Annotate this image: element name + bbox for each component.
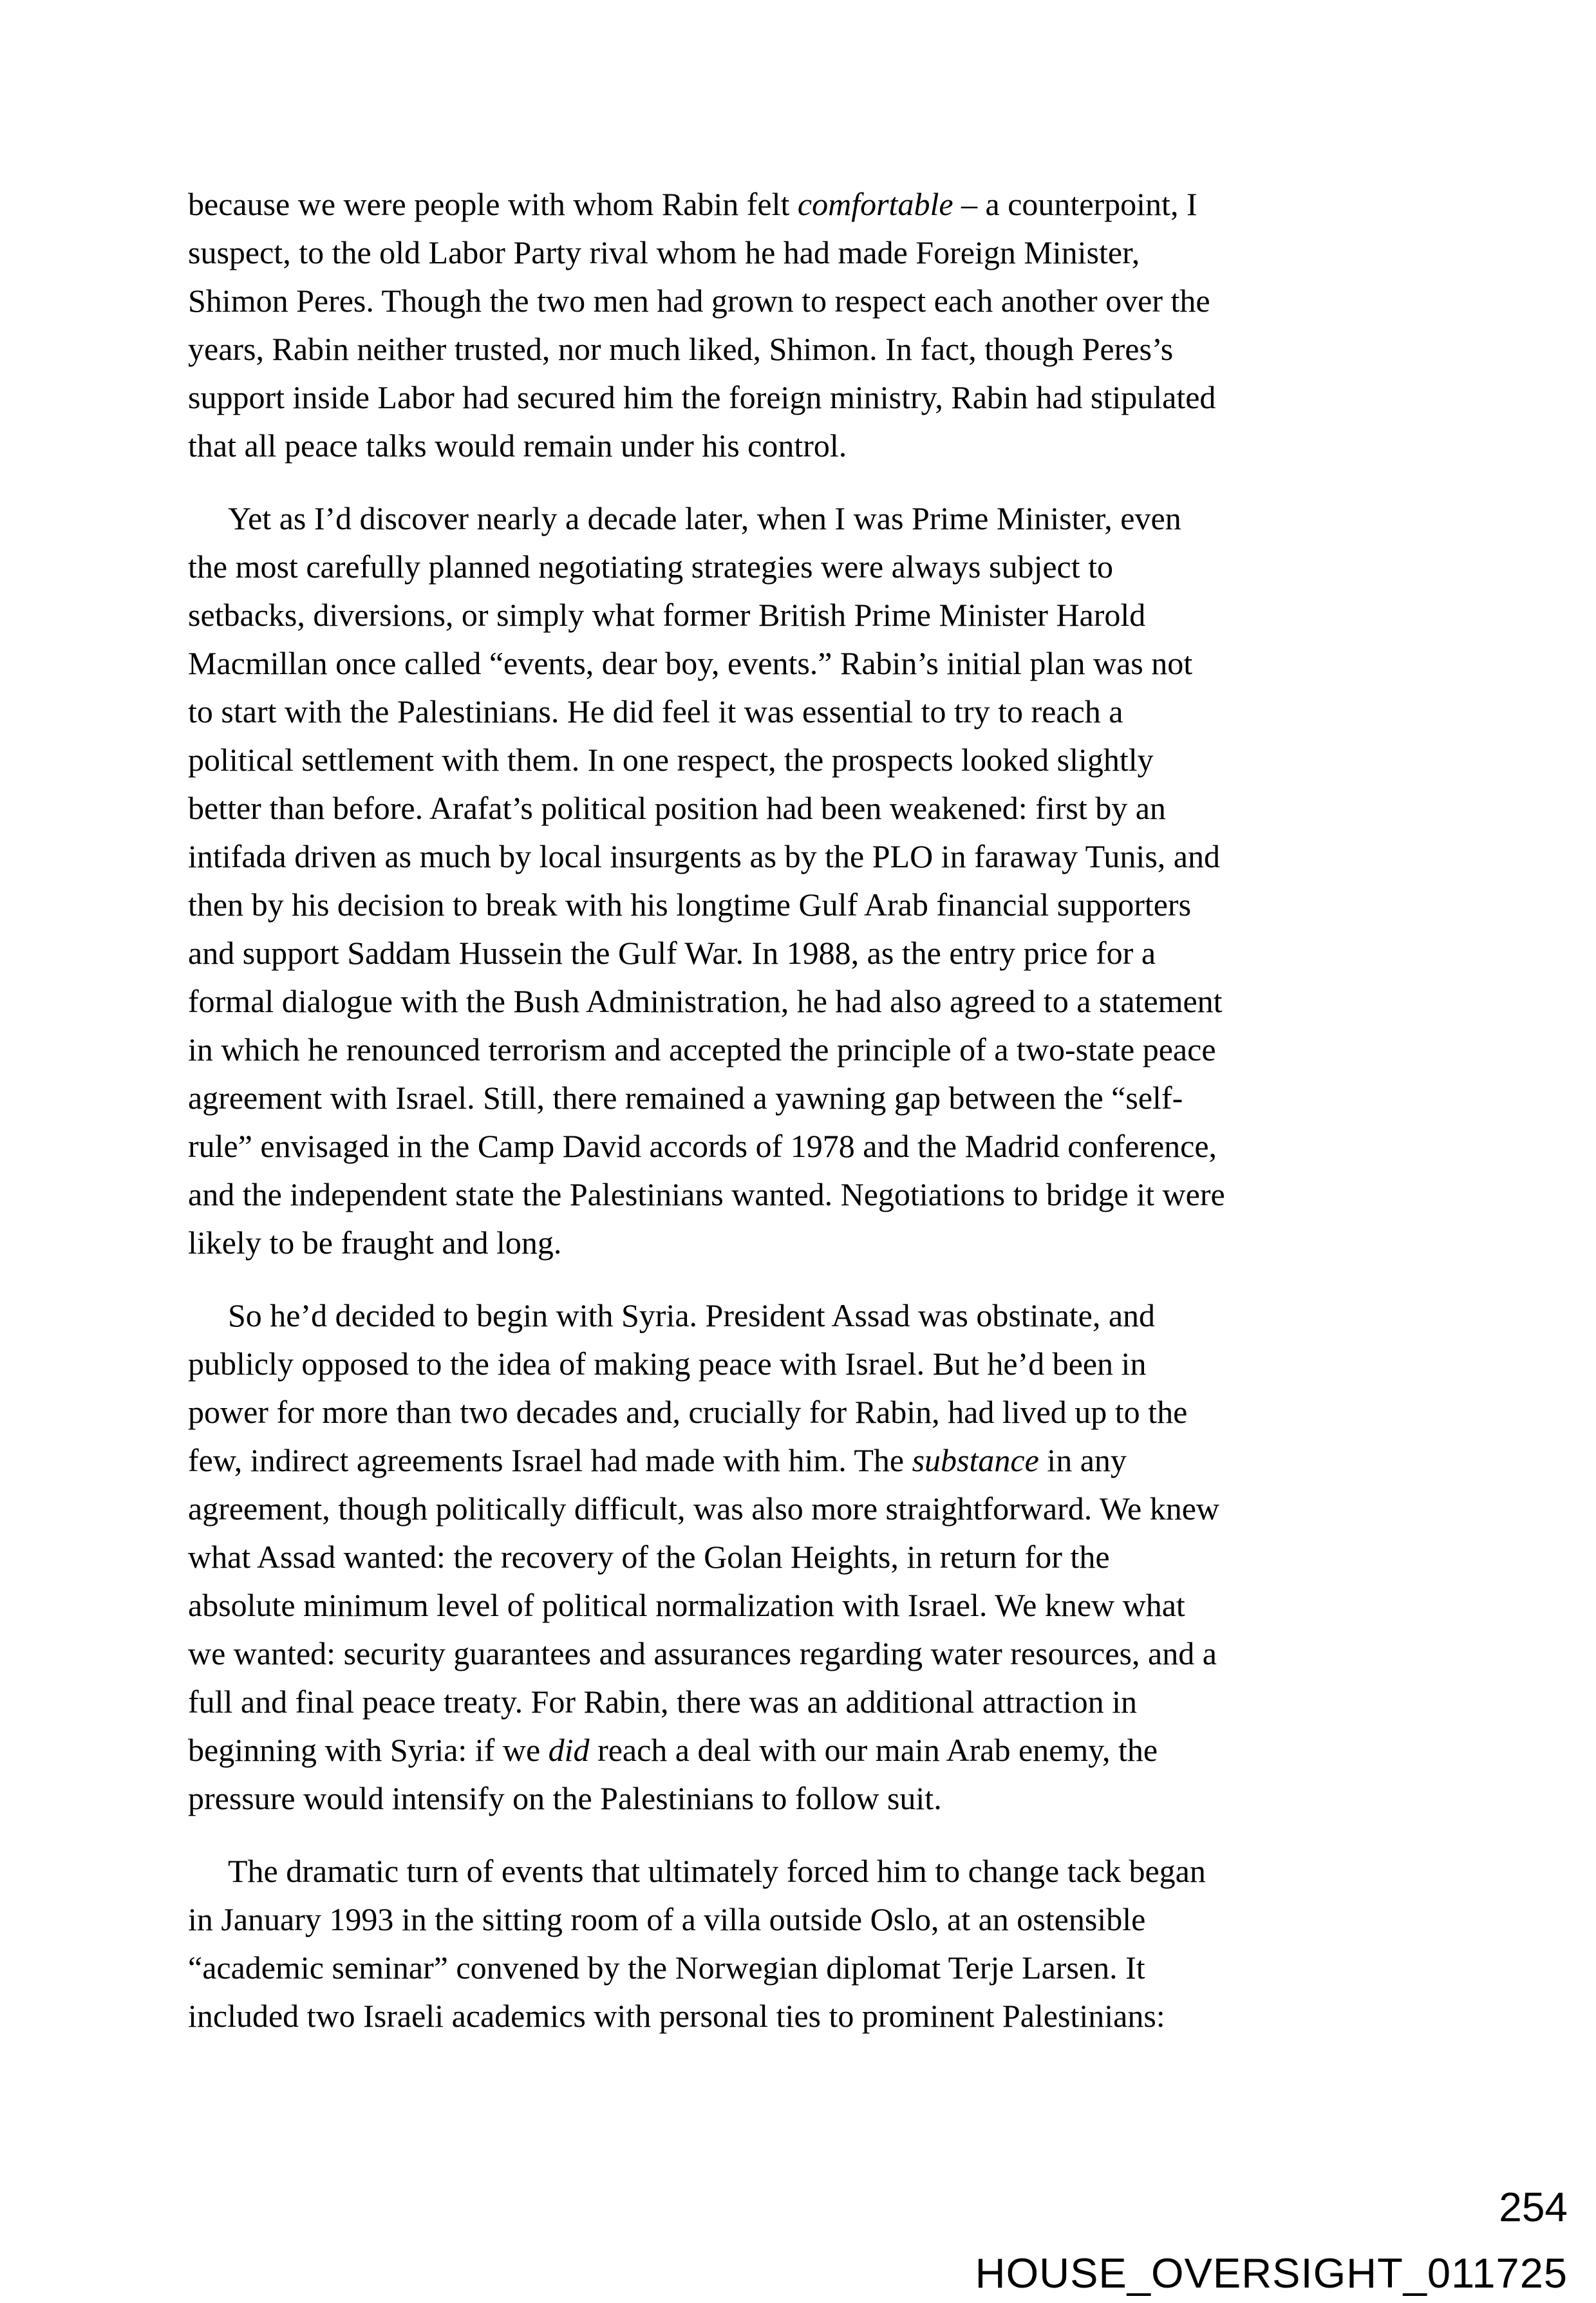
text-line: that all peace talks would remain under his control. bbox=[188, 428, 847, 464]
text-line: political settlement with them. In one respect, the prospects looked slightly bbox=[188, 742, 1154, 778]
text-line: and support Saddam Hussein the Gulf War. In 1988, as the entry price for a bbox=[188, 935, 1156, 971]
page-number: 254 bbox=[1499, 2184, 1568, 2230]
text-line: suspect, to the old Labor Party rival whom he had made Foreign Minister, bbox=[188, 234, 1140, 270]
text-line: better than before. Arafat’s political position had been weakened: first by an bbox=[188, 790, 1166, 826]
text-line: in January 1993 in the sitting room of a villa outside Oslo, at an ostensible bbox=[188, 1901, 1146, 1937]
text-line: Shimon Peres. Though the two men had grown to respect each another over the bbox=[188, 283, 1210, 319]
text-line: So he’d decided to begin with Syria. President Assad was obstinate, and bbox=[228, 1297, 1156, 1333]
text-line: agreement with Israel. Still, there remained a yawning gap between the “self- bbox=[188, 1080, 1183, 1116]
text-line: because we were people with whom Rabin felt comfortable – a counterpoint, I bbox=[188, 186, 1197, 222]
text-line: power for more than two decades and, crucially for Rabin, had lived up to the bbox=[188, 1394, 1188, 1430]
text-line: years, Rabin neither trusted, nor much liked, Shimon. In fact, though Peres’s bbox=[188, 331, 1174, 367]
text-line: support inside Labor had secured him the foreign ministry, Rabin had stipulated bbox=[188, 379, 1216, 415]
text-line: in which he renounced terrorism and accepted the principle of a two-state peace bbox=[188, 1031, 1216, 1067]
text-line: agreement, though politically difficult, was also more straightforward. We knew bbox=[188, 1490, 1220, 1527]
text-line: The dramatic turn of events that ultimately forced him to change tack began bbox=[228, 1853, 1206, 1889]
bates-stamp: HOUSE_OVERSIGHT_011725 bbox=[975, 2250, 1568, 2297]
text-line: few, indirect agreements Israel had made with him. The substance in any bbox=[188, 1442, 1127, 1478]
text-line: full and final peace treaty. For Rabin, there was an additional attraction in bbox=[188, 1684, 1137, 1720]
text-line: included two Israeli academics with personal ties to prominent Palestinians: bbox=[188, 1998, 1165, 2034]
paragraph bbox=[188, 1847, 1488, 2040]
text-line: and the independent state the Palestinians wanted. Negotiations to bridge it were bbox=[188, 1176, 1225, 1212]
paragraph bbox=[188, 1292, 1488, 1823]
text-line: pressure would intensify on the Palestinians to follow suit. bbox=[188, 1780, 942, 1816]
text-line: intifada driven as much by local insurgents as by the PLO in faraway Tunis, and bbox=[188, 838, 1220, 874]
body-text bbox=[188, 180, 1488, 2040]
text-line: then by his decision to break with his longtime Gulf Arab financial supporters bbox=[188, 887, 1192, 923]
text-line: what Assad wanted: the recovery of the Golan Heights, in return for the bbox=[188, 1539, 1110, 1575]
paragraph bbox=[188, 180, 1488, 470]
text-line: “academic seminar” convened by the Norwegian diplomat Terje Larsen. It bbox=[188, 1950, 1145, 1986]
text-line: to start with the Palestinians. He did feel it was essential to try to reach a bbox=[188, 693, 1123, 729]
text-line: beginning with Syria: if we did reach a deal with our main Arab enemy, the bbox=[188, 1732, 1158, 1768]
text-line: likely to be fraught and long. bbox=[188, 1225, 562, 1261]
text-line: publicly opposed to the idea of making peace with Israel. But he’d been in bbox=[188, 1346, 1147, 1382]
text-line: the most carefully planned negotiating strategies were always subject to bbox=[188, 549, 1114, 585]
text-line: formal dialogue with the Bush Administration, he had also agreed to a statement bbox=[188, 983, 1223, 1019]
text-line: we wanted: security guarantees and assurances regarding water resources, and a bbox=[188, 1635, 1217, 1671]
text-line: absolute minimum level of political normalization with Israel. We knew what bbox=[188, 1587, 1185, 1623]
text-line: Yet as I’d discover nearly a decade later, when I was Prime Minister, even bbox=[228, 500, 1181, 536]
text-line: setbacks, diversions, or simply what former British Prime Minister Harold bbox=[188, 597, 1146, 633]
paragraph bbox=[188, 494, 1488, 1267]
text-line: Macmillan once called “events, dear boy, events.” Rabin’s initial plan was not bbox=[188, 645, 1193, 681]
text-line: rule” envisaged in the Camp David accords of 1978 and the Madrid conference, bbox=[188, 1128, 1217, 1164]
